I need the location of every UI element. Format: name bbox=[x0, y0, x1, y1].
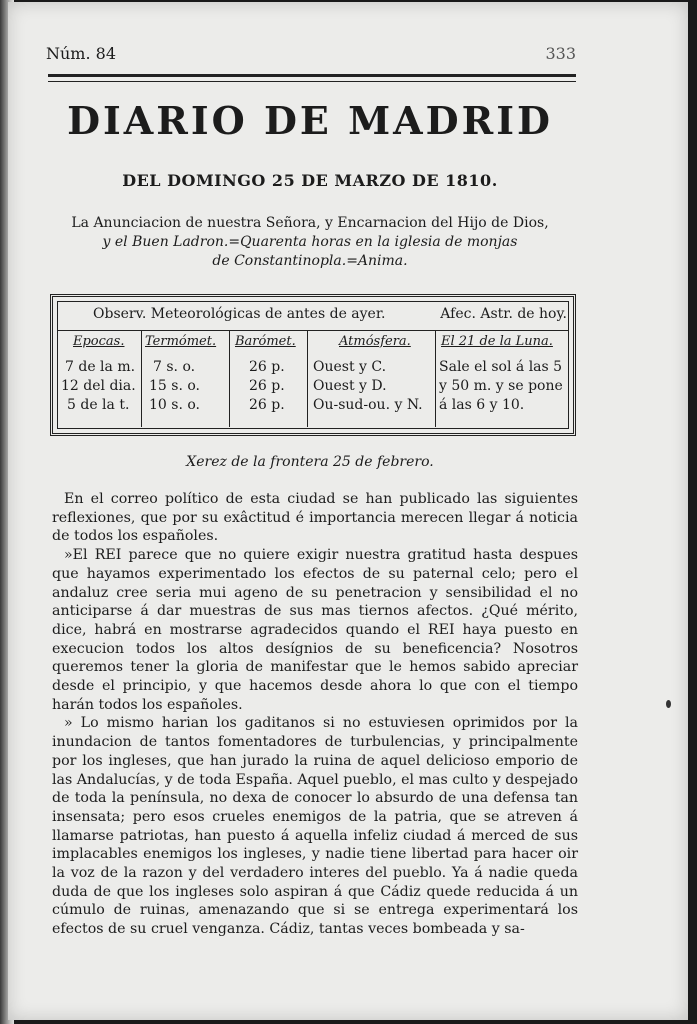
feast-line-3: de Constantinopla.=Anima. bbox=[212, 253, 408, 269]
column-header-termometro: Termómet. bbox=[145, 334, 217, 349]
column-header-epocas: Epocas. bbox=[73, 334, 125, 349]
column-separator bbox=[229, 331, 230, 427]
row3-termometro: 10 s. o. bbox=[149, 397, 200, 413]
feast-notice bbox=[40, 214, 580, 271]
article-paragraph: »El REI parece que no quiere exigir nuestra gratitud hasta despues que hayamos experimentado los efectos de su paternal celo; pero el andaluz cree seria mui ageno de su penetracion y sensibilidad el no anticiparse á dar muestras de sus mas tiernos afectos. ¿Qué mérito, dice, habrá en mostrarse agradecidos quando el REI haya puesto en execucion todos los altos desígnios de su beneficencia? Nosotros queremos tener la gloria de manifestar que le hemos sabido apreciar desde el principio, y que hacemos desde ahora lo que con el tiempo harán todos los españoles. bbox=[52, 547, 578, 713]
column-separator bbox=[435, 331, 436, 427]
row2-atmosfera: Ouest y D. bbox=[313, 378, 387, 394]
issue-date: DEL DOMINGO 25 DE MARZO DE 1810. bbox=[122, 171, 498, 190]
table-divider bbox=[57, 330, 569, 331]
row1-atmosfera: Ouest y C. bbox=[313, 359, 387, 375]
column-header-barometro: Barómet. bbox=[235, 334, 296, 349]
feast-line-2: y el Buen Ladron.=Quarenta horas en la iglesia de monjas bbox=[102, 234, 518, 250]
issue-number: Núm. 84 bbox=[46, 44, 117, 63]
column-header-atmosfera: Atmósfera. bbox=[339, 334, 411, 349]
row2-termometro: 15 s. o. bbox=[149, 378, 200, 394]
luna-line-1: Sale el sol á las 5 bbox=[439, 359, 563, 375]
article-body bbox=[52, 490, 578, 939]
table-caption-observations: Observ. Meteorológicas de antes de ayer. bbox=[93, 306, 386, 322]
masthead-title: DIARIO DE MADRID bbox=[67, 98, 553, 143]
column-header-luna: El 21 de la Luna. bbox=[441, 334, 553, 349]
page-header bbox=[46, 44, 576, 64]
row1-epoca: 7 de la m. bbox=[65, 359, 136, 375]
page-number: 333 bbox=[545, 44, 576, 63]
table-caption-astronomy: Afec. Astr. de hoy. bbox=[440, 306, 567, 322]
article-dateline: Xerez de la frontera 25 de febrero. bbox=[186, 454, 434, 470]
meteorological-table bbox=[50, 294, 576, 436]
row1-termometro: 7 s. o. bbox=[153, 359, 196, 375]
header-rule-thick bbox=[48, 74, 576, 77]
feast-line-1: La Anunciacion de nuestra Señora, y Encarnacion del Hijo de Dios, bbox=[71, 215, 549, 231]
luna-line-3: á las 6 y 10. bbox=[439, 397, 525, 413]
row2-barometro: 26 p. bbox=[249, 378, 285, 394]
column-separator bbox=[141, 331, 142, 427]
column-separator bbox=[307, 331, 308, 427]
row1-barometro: 26 p. bbox=[249, 359, 285, 375]
ink-spot bbox=[666, 700, 671, 708]
header-rule-thin bbox=[48, 81, 576, 82]
row3-epoca: 5 de la t. bbox=[67, 397, 130, 413]
article-paragraph: En el correo político de esta ciudad se han publicado las siguientes reflexiones, que por su exâctitud é importancia merecen llegar á noticia de todos los españoles. bbox=[52, 491, 578, 545]
luna-line-2: y 50 m. y se pone bbox=[439, 378, 563, 394]
row2-epoca: 12 del dia. bbox=[61, 378, 136, 394]
article-paragraph: » Lo mismo harian los gaditanos si no estuviesen oprimidos por la inundacion de tantos fomentadores de turbulencias, y principalmente por los ingleses, que han jurado la ruina de aquel delicioso emporio de las Andalucías, y de toda España. Aquel pueblo, el mas culto y despejado de toda la península, no dexa de conocer lo absurdo de una defensa tan insensata; pero esos crueles enemigos de la patria, que se atreven á llamarse patriotas, han puesto á aquella infeliz ciudad á merced de sus implacables enemigos los ingleses, y nadie tiene libertad para hacer oir la voz de la razon y del verdadero interes del pueblo. Ya á nadie queda duda de que los ingleses solo aspiran á que Cádiz quede reducida á un cúmulo de ruinas, amenazando que si se entrega experimentará los efectos de su cruel venganza. Cádiz, tantas veces bombeada y sa- bbox=[52, 715, 578, 938]
row3-barometro: 26 p. bbox=[249, 397, 285, 413]
row3-atmosfera: Ou-sud-ou. y N. bbox=[313, 397, 423, 413]
